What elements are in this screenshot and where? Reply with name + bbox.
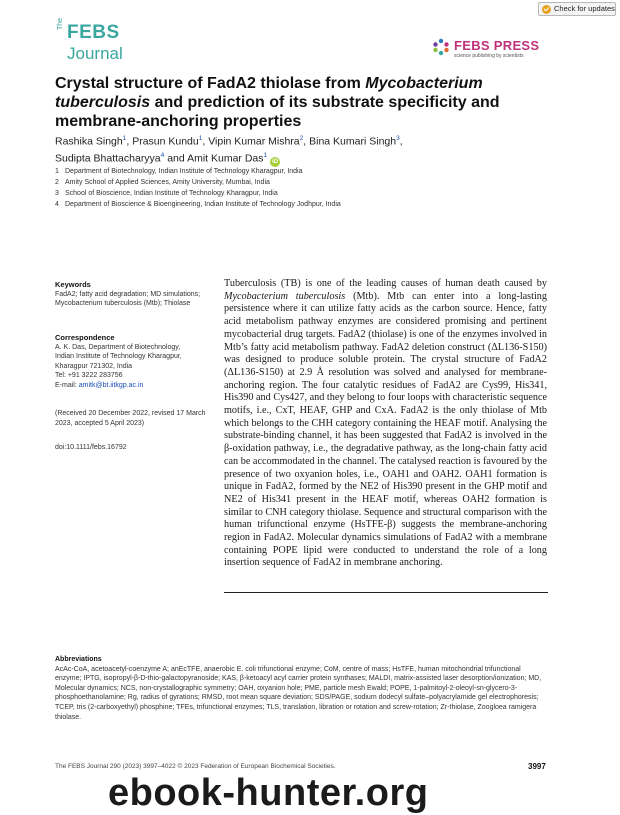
author-affiliation-marker: 1 [198,135,203,142]
febs-press-dots-icon [432,38,450,56]
logo-febs: FEBS [67,22,120,43]
author-affiliation-marker: 1 [263,152,268,159]
author-affiliation-marker: 2 [299,135,304,142]
affiliation-row: 3 School of Bioscience, Indian Institute of Technology Kharagpur, India [55,190,278,197]
febs-journal-logo[interactable] [55,17,155,66]
correspondence-line: Kharagpur 721302, India [55,362,133,370]
author: Prasun Kundu [132,135,199,148]
affiliation-row: 4 Department of Bioscience & Bioengineering, Indian Institute of Technology Jodhpur, India [55,201,341,208]
author-list: Rashika Singh$^1$, Prasun Kundu$^1$, Vipin Kumar Mishra$^2$, Bina Kumari Singh$^3$, Sudipta Bhattacharyya$^4$ and Amit Kumar Das$^1$iD [55,135,403,165]
author: Sudipta Bhattacharyya [55,152,161,165]
doi[interactable]: doi:10.1111/febs.16792 [55,444,127,451]
correspondence-heading: Correspondence [55,333,115,342]
affiliations [55,166,555,210]
author: Rashika Singh [55,135,123,148]
email-label: E-mail: [55,381,79,389]
footer-citation: The FEBS Journal 290 (2023) 3997–4022 © 2023 Federation of European Biochemical Societies. [55,763,336,770]
abstract-text: Tuberculosis (TB) is one of the leading causes of human death caused by Mycobacterium tuberculosis (Mtb). Mtb can enter into a long-lasting persistence where it can utilize fatty acids as the carbon source. Hence, fatty acid metabolism pathway enzymes are considered promising and pertinent mycobacterial drug targets. FadA2 (thiolase) is one of the enzymes involved in Mtb’s fatty acid metabolism pathway. FadA2 deletion construct (ΔL136-S150) was designed to produce soluble protein. The crystal structure of FadA2 (ΔL136-S150) at 2.9 Å resolution was solved and analysed for membrane-anchoring region. The four catalytic residues of FadA2 are Cys99, His341, His390 and Cys427, and they belong to four loops with characteristic sequence motifs, i.e., CxT, HEAF, GHP and CxA. FadA2 is the only thiolase of Mtb which belongs to the CHH category containing the HEAF motif. Analysing the substrate-binding channel, it has been suggested that FadA2 is involved in the β-oxidation pathway, i.e., the degradative pathway, as the long-chain fatty acid can be accommodated in the channel. The catalysed reaction is favoured by the presence of two oxyanion holes, i.e., OAH1 and OAH2. OAH1 formation is unique in FadA2, formed by the NE2 of His390 present in the GHP motif and NE2 of His341 present in the HEAF motif, whereas OAH2 formation is similar to CNH category thiolase. Sequence and structural comparison with the human trifunctional enzyme (HsTFE-β) suggests the membrane-anchoring region in FadA2. Molecular dynamics simulations of FadA2 with a membrane containing POPE lipid were conducted to understand the role of a long insertion sequence of FadA2 in membrane anchoring. [224,278,547,569]
author: Vipin Kumar Mishra [208,135,300,148]
watermark: ebook-hunter.org [108,772,429,814]
correspondence-email-row [55,381,207,391]
email-link[interactable]: amitk@bt.iitkgp.ac.in [78,381,144,389]
received-dates: (Received 20 December 2022, revised 17 March 2023, accepted 5 April 2023) [55,410,206,427]
logo-journal: Journal [67,44,123,63]
correspondence-block [55,333,207,390]
author-affiliation-marker: 3 [396,135,400,142]
orcid-icon[interactable]: iD [272,158,279,165]
author: Bina Kumari Singh [309,135,397,148]
keywords-heading: Keywords [55,280,91,289]
febs-press-logo[interactable] [432,36,552,62]
correspondence-line: A. K. Das, Department of Biotechnology, [55,343,181,351]
author-affiliation-marker: 4 [160,152,165,159]
abstract-divider [224,592,548,593]
keywords-text: FadA2; fatty acid degradation; MD simulations; Mycobacterium tuberculosis (Mtb); Thiolase [55,290,201,307]
keywords-block [55,280,207,309]
correspondence-line: Tel: +91 3222 283756 [55,372,123,379]
check-updates-icon [542,5,551,14]
press-name: FEBS PRESS [454,38,540,53]
logo-the: The [57,17,64,30]
article-title: Crystal structure of FadA2 thiolase from Mycobacterium tuberculosis and prediction of its substrate specificity and membrane-anchoring properties [55,75,500,130]
author: Amit Kumar Das [187,152,264,165]
correspondence-line: Indian Institute of Technology Kharagpur, [55,353,182,360]
author-affiliation-marker: 1 [122,135,127,142]
check-for-updates-button[interactable] [538,2,616,16]
check-updates-label: Check for updates [554,4,615,13]
affiliation-row: 1 Department of Biotechnology, Indian Institute of Technology Kharagpur, India [55,168,303,175]
abbreviations-heading: Abbreviations [55,656,102,663]
press-tagline: science publishing by scientists [454,53,524,59]
abbreviations-text: AcAc-CoA, acetoacetyl-coenzyme A; anEcTFE, anaerobic E. coli trifunctional enzyme; CoM, centre of mass; HsTFE, human mitochondrial trifunctional enzyme; IPTG, isopropyl-β-D-thio-galactopyranoside; KAS, β-ketoacyl acyl carrier protein synthases; MALDI, matrix-assisted laser desorption/ionization; MD, Molecular dynamics; NCS, non-crystallographic symmetry; OAH, oxyanion hole; PME, particle mesh Ewald; POPE, 1-palmitoyl-2-oleoyl-sn-glycero-3-phosphoethanolamine; Rg, radius of gyrations; RMSD, root mean square deviation; SDS/PAGE, sodium dodecyl sulfate–polyacrylamide gel electrophoresis; TCEP, tris (2-carboxyethyl) phosphine; TFEs, trifunctional enzymes; TLS, translation, libration or rotation and screw-rotation; Zr-thiolase, Zoogloea ramigera thiolase. [55,665,542,721]
affiliation-row: 2 Amity School of Applied Sciences, Amity University, Mumbai, India [55,179,270,186]
page-number: 3997 [528,762,546,771]
abbreviations-block [55,655,547,722]
